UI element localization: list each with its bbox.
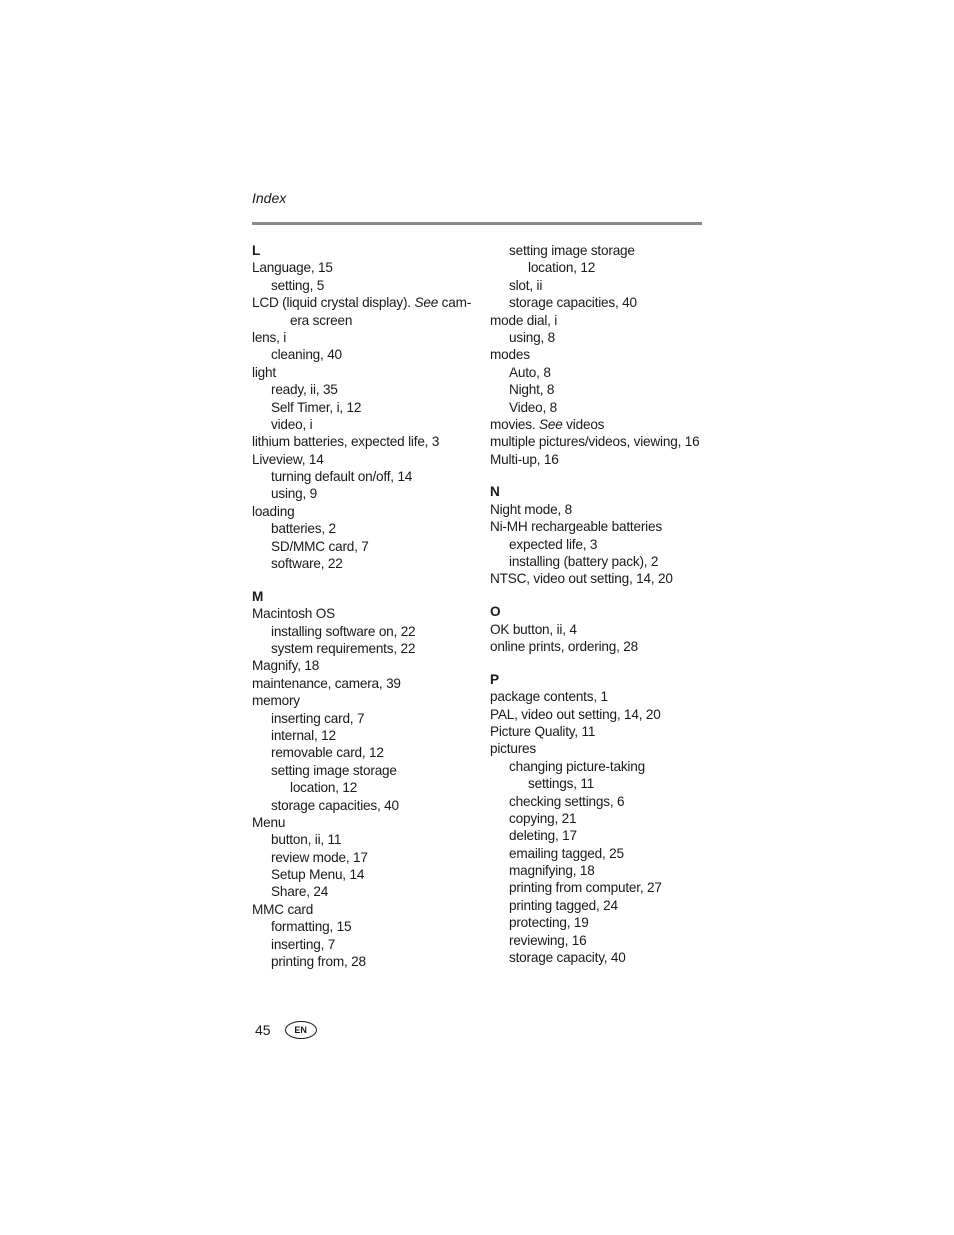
index-entry bbox=[252, 640, 482, 657]
index-entry-text: PAL, video out setting, 14, 20 bbox=[490, 706, 661, 722]
index-entry-text: inserting, 7 bbox=[271, 936, 336, 952]
index-entry bbox=[490, 399, 720, 416]
index-entry-text: printing tagged, 24 bbox=[509, 897, 618, 913]
index-entry bbox=[252, 503, 482, 520]
index-entry-text: multiple pictures/videos, viewing, 16 bbox=[490, 434, 700, 450]
index-entry bbox=[252, 675, 482, 692]
index-entry bbox=[490, 294, 720, 311]
index-letter-heading bbox=[252, 588, 482, 605]
section-spacer bbox=[490, 655, 720, 670]
index-entry bbox=[490, 827, 720, 844]
index-entry bbox=[490, 897, 720, 914]
index-entry-text: protecting, 19 bbox=[509, 915, 589, 931]
index-entry bbox=[490, 242, 720, 259]
index-entry bbox=[490, 862, 720, 879]
index-entry bbox=[490, 723, 720, 740]
index-entry-text: See bbox=[414, 295, 439, 311]
index-entry bbox=[252, 312, 482, 329]
index-entry-text: using, 9 bbox=[271, 486, 318, 502]
index-entry-text: P bbox=[490, 671, 499, 687]
index-entry-text: pictures bbox=[490, 741, 536, 757]
index-entry-text: deleting, 17 bbox=[509, 828, 577, 844]
index-entry-text: Picture Quality, 11 bbox=[490, 723, 596, 739]
index-entry-text: Self Timer, i, 12 bbox=[271, 399, 362, 415]
index-entry-text: emailing tagged, 25 bbox=[509, 845, 624, 861]
index-entry-text: LCD (liquid crystal display). bbox=[252, 295, 415, 311]
index-entry-text: cam- bbox=[438, 295, 472, 311]
index-entry bbox=[252, 294, 482, 311]
index-entry-text: lens, i bbox=[252, 329, 287, 345]
index-entry-text: M bbox=[252, 588, 264, 604]
index-entry bbox=[252, 468, 482, 485]
index-entry-text: turning default on/off, 14 bbox=[271, 469, 413, 485]
index-entry bbox=[490, 810, 720, 827]
index-entry-text: lithium batteries, expected life, 3 bbox=[252, 434, 440, 450]
index-entry-text: storage capacities, 40 bbox=[509, 295, 637, 311]
index-entry-text: internal, 12 bbox=[271, 727, 336, 743]
index-column-right bbox=[490, 242, 720, 966]
index-entry-text: MMC card bbox=[252, 901, 314, 917]
index-entry bbox=[490, 879, 720, 896]
index-entry bbox=[490, 346, 720, 363]
index-entry-text: checking settings, 6 bbox=[509, 793, 625, 809]
index-entry bbox=[252, 538, 482, 555]
page-footer bbox=[255, 1021, 317, 1039]
index-entry-text: Language, 15 bbox=[252, 260, 333, 276]
index-entry bbox=[252, 831, 482, 848]
index-entry bbox=[252, 779, 482, 796]
index-entry bbox=[252, 381, 482, 398]
index-entry-text: location, 12 bbox=[528, 260, 596, 276]
index-entry bbox=[490, 553, 720, 570]
index-entry bbox=[252, 744, 482, 761]
index-entry-text: ready, ii, 35 bbox=[271, 382, 338, 398]
index-entry bbox=[252, 399, 482, 416]
index-entry bbox=[490, 775, 720, 792]
index-entry bbox=[252, 918, 482, 935]
index-entry bbox=[490, 518, 720, 535]
index-letter-heading bbox=[252, 242, 482, 259]
index-entry bbox=[490, 740, 720, 757]
index-entry bbox=[252, 416, 482, 433]
index-entry-text: mode dial, i bbox=[490, 312, 558, 328]
index-letter-heading bbox=[490, 483, 720, 500]
index-entry bbox=[252, 936, 482, 953]
index-entry bbox=[252, 520, 482, 537]
index-entry-text: O bbox=[490, 604, 501, 620]
index-entry bbox=[490, 381, 720, 398]
header-divider bbox=[252, 222, 702, 225]
index-entry-text: settings, 11 bbox=[528, 776, 595, 792]
index-entry bbox=[490, 364, 720, 381]
index-entry bbox=[490, 329, 720, 346]
index-entry-text: changing picture-taking bbox=[509, 758, 645, 774]
index-entry bbox=[252, 692, 482, 709]
index-entry-text: location, 12 bbox=[290, 780, 358, 796]
index-entry-text: era screen bbox=[290, 312, 353, 328]
language-badge-icon: EN bbox=[285, 1021, 317, 1039]
page-header-title: Index bbox=[252, 190, 287, 206]
index-entry bbox=[252, 364, 482, 381]
index-entry bbox=[490, 501, 720, 518]
index-entry-text: storage capacity, 40 bbox=[509, 950, 626, 966]
index-entry-text: videos bbox=[562, 416, 605, 432]
index-entry-text: See bbox=[539, 416, 563, 432]
index-entry bbox=[252, 797, 482, 814]
index-letter-heading bbox=[490, 671, 720, 688]
index-entry bbox=[490, 451, 720, 468]
index-entry-text: system requirements, 22 bbox=[271, 640, 416, 656]
index-column-left bbox=[252, 242, 482, 970]
index-entry-text: installing (battery pack), 2 bbox=[509, 554, 659, 570]
index-entry-text: package contents, 1 bbox=[490, 689, 608, 705]
index-entry-text: Magnify, 18 bbox=[252, 658, 320, 674]
page-number: 45 bbox=[255, 1022, 271, 1038]
index-entry-text: Night mode, 8 bbox=[490, 501, 573, 517]
index-entry bbox=[252, 710, 482, 727]
index-entry bbox=[490, 914, 720, 931]
index-entry-text: setting image storage bbox=[271, 762, 397, 778]
index-entry-text: review mode, 17 bbox=[271, 849, 368, 865]
index-entry-text: software, 22 bbox=[271, 556, 343, 572]
index-entry-text: modes bbox=[490, 347, 530, 363]
index-entry-text: Liveview, 14 bbox=[252, 451, 324, 467]
index-entry-text: movies. bbox=[490, 416, 540, 432]
index-entry bbox=[490, 621, 720, 638]
index-entry-text: cleaning, 40 bbox=[271, 347, 342, 363]
index-entry-text: formatting, 15 bbox=[271, 919, 352, 935]
index-entry-text: printing from computer, 27 bbox=[509, 880, 662, 896]
index-entry bbox=[252, 555, 482, 572]
index-entry-text: installing software on, 22 bbox=[271, 623, 416, 639]
index-entry-text: reviewing, 16 bbox=[509, 932, 587, 948]
index-entry bbox=[252, 259, 482, 276]
index-entry-text: online prints, ordering, 28 bbox=[490, 638, 639, 654]
index-entry bbox=[252, 451, 482, 468]
index-entry-text: removable card, 12 bbox=[271, 745, 384, 761]
index-entry-text: copying, 21 bbox=[509, 810, 577, 826]
index-entry-text: Menu bbox=[252, 814, 286, 830]
index-entry-text: video, i bbox=[271, 416, 313, 432]
index-entry-text: setting image storage bbox=[509, 243, 635, 258]
index-entry-text: SD/MMC card, 7 bbox=[271, 538, 369, 554]
section-spacer bbox=[490, 468, 720, 483]
index-entry bbox=[490, 259, 720, 276]
index-entry bbox=[490, 793, 720, 810]
index-entry-text: button, ii, 11 bbox=[271, 832, 342, 848]
index-entry-text: storage capacities, 40 bbox=[271, 797, 399, 813]
section-spacer bbox=[490, 588, 720, 603]
index-entry-text: loading bbox=[252, 503, 295, 519]
index-entry bbox=[252, 883, 482, 900]
index-entry-text: using, 8 bbox=[509, 329, 556, 345]
index-entry-text: Macintosh OS bbox=[252, 606, 335, 622]
index-entry bbox=[252, 901, 482, 918]
index-entry bbox=[252, 346, 482, 363]
index-entry-text: OK button, ii, 4 bbox=[490, 621, 577, 637]
index-entry bbox=[490, 277, 720, 294]
index-entry bbox=[252, 814, 482, 831]
index-entry-text: Share, 24 bbox=[271, 884, 329, 900]
index-entry bbox=[252, 605, 482, 622]
index-entry-text: printing from, 28 bbox=[271, 954, 366, 970]
index-entry-text: expected life, 3 bbox=[509, 536, 598, 552]
index-entry-text: Auto, 8 bbox=[509, 364, 551, 380]
index-entry-text: NTSC, video out setting, 14, 20 bbox=[490, 571, 673, 587]
index-entry-text: setting, 5 bbox=[271, 277, 325, 293]
index-entry bbox=[490, 312, 720, 329]
index-entry bbox=[490, 536, 720, 553]
index-entry bbox=[252, 866, 482, 883]
index-entry-text: Night, 8 bbox=[509, 382, 555, 398]
index-entry bbox=[252, 433, 482, 450]
index-entry-text: batteries, 2 bbox=[271, 521, 336, 537]
index-entry bbox=[252, 727, 482, 744]
index-entry-text: N bbox=[490, 484, 500, 500]
index-entry bbox=[252, 623, 482, 640]
index-entry bbox=[490, 570, 720, 587]
index-entry-text: inserting card, 7 bbox=[271, 710, 365, 726]
index-entry bbox=[252, 329, 482, 346]
index-entry bbox=[252, 762, 482, 779]
index-entry bbox=[490, 758, 720, 775]
index-entry-text: Ni-MH rechargeable batteries bbox=[490, 519, 662, 535]
index-entry-text: light bbox=[252, 364, 276, 380]
index-entry bbox=[252, 277, 482, 294]
index-entry bbox=[252, 953, 482, 970]
index-entry-text: memory bbox=[252, 693, 300, 709]
index-entry bbox=[490, 688, 720, 705]
index-entry bbox=[252, 849, 482, 866]
index-entry bbox=[490, 845, 720, 862]
index-entry-text: Multi-up, 16 bbox=[490, 451, 559, 467]
index-entry bbox=[252, 485, 482, 502]
index-letter-heading bbox=[490, 603, 720, 620]
index-entry bbox=[490, 949, 720, 966]
index-entry bbox=[490, 638, 720, 655]
index-entry bbox=[490, 416, 720, 433]
index-entry-text: Video, 8 bbox=[509, 399, 558, 415]
index-entry-text: L bbox=[252, 243, 261, 258]
index-entry bbox=[490, 433, 720, 450]
index-entry bbox=[490, 932, 720, 949]
index-entry-text: magnifying, 18 bbox=[509, 863, 595, 879]
section-spacer bbox=[252, 572, 482, 587]
index-entry-text: maintenance, camera, 39 bbox=[252, 675, 401, 691]
index-entry bbox=[252, 657, 482, 674]
index-entry bbox=[490, 706, 720, 723]
index-entry-text: Setup Menu, 14 bbox=[271, 867, 365, 883]
index-entry-text: slot, ii bbox=[509, 277, 543, 293]
